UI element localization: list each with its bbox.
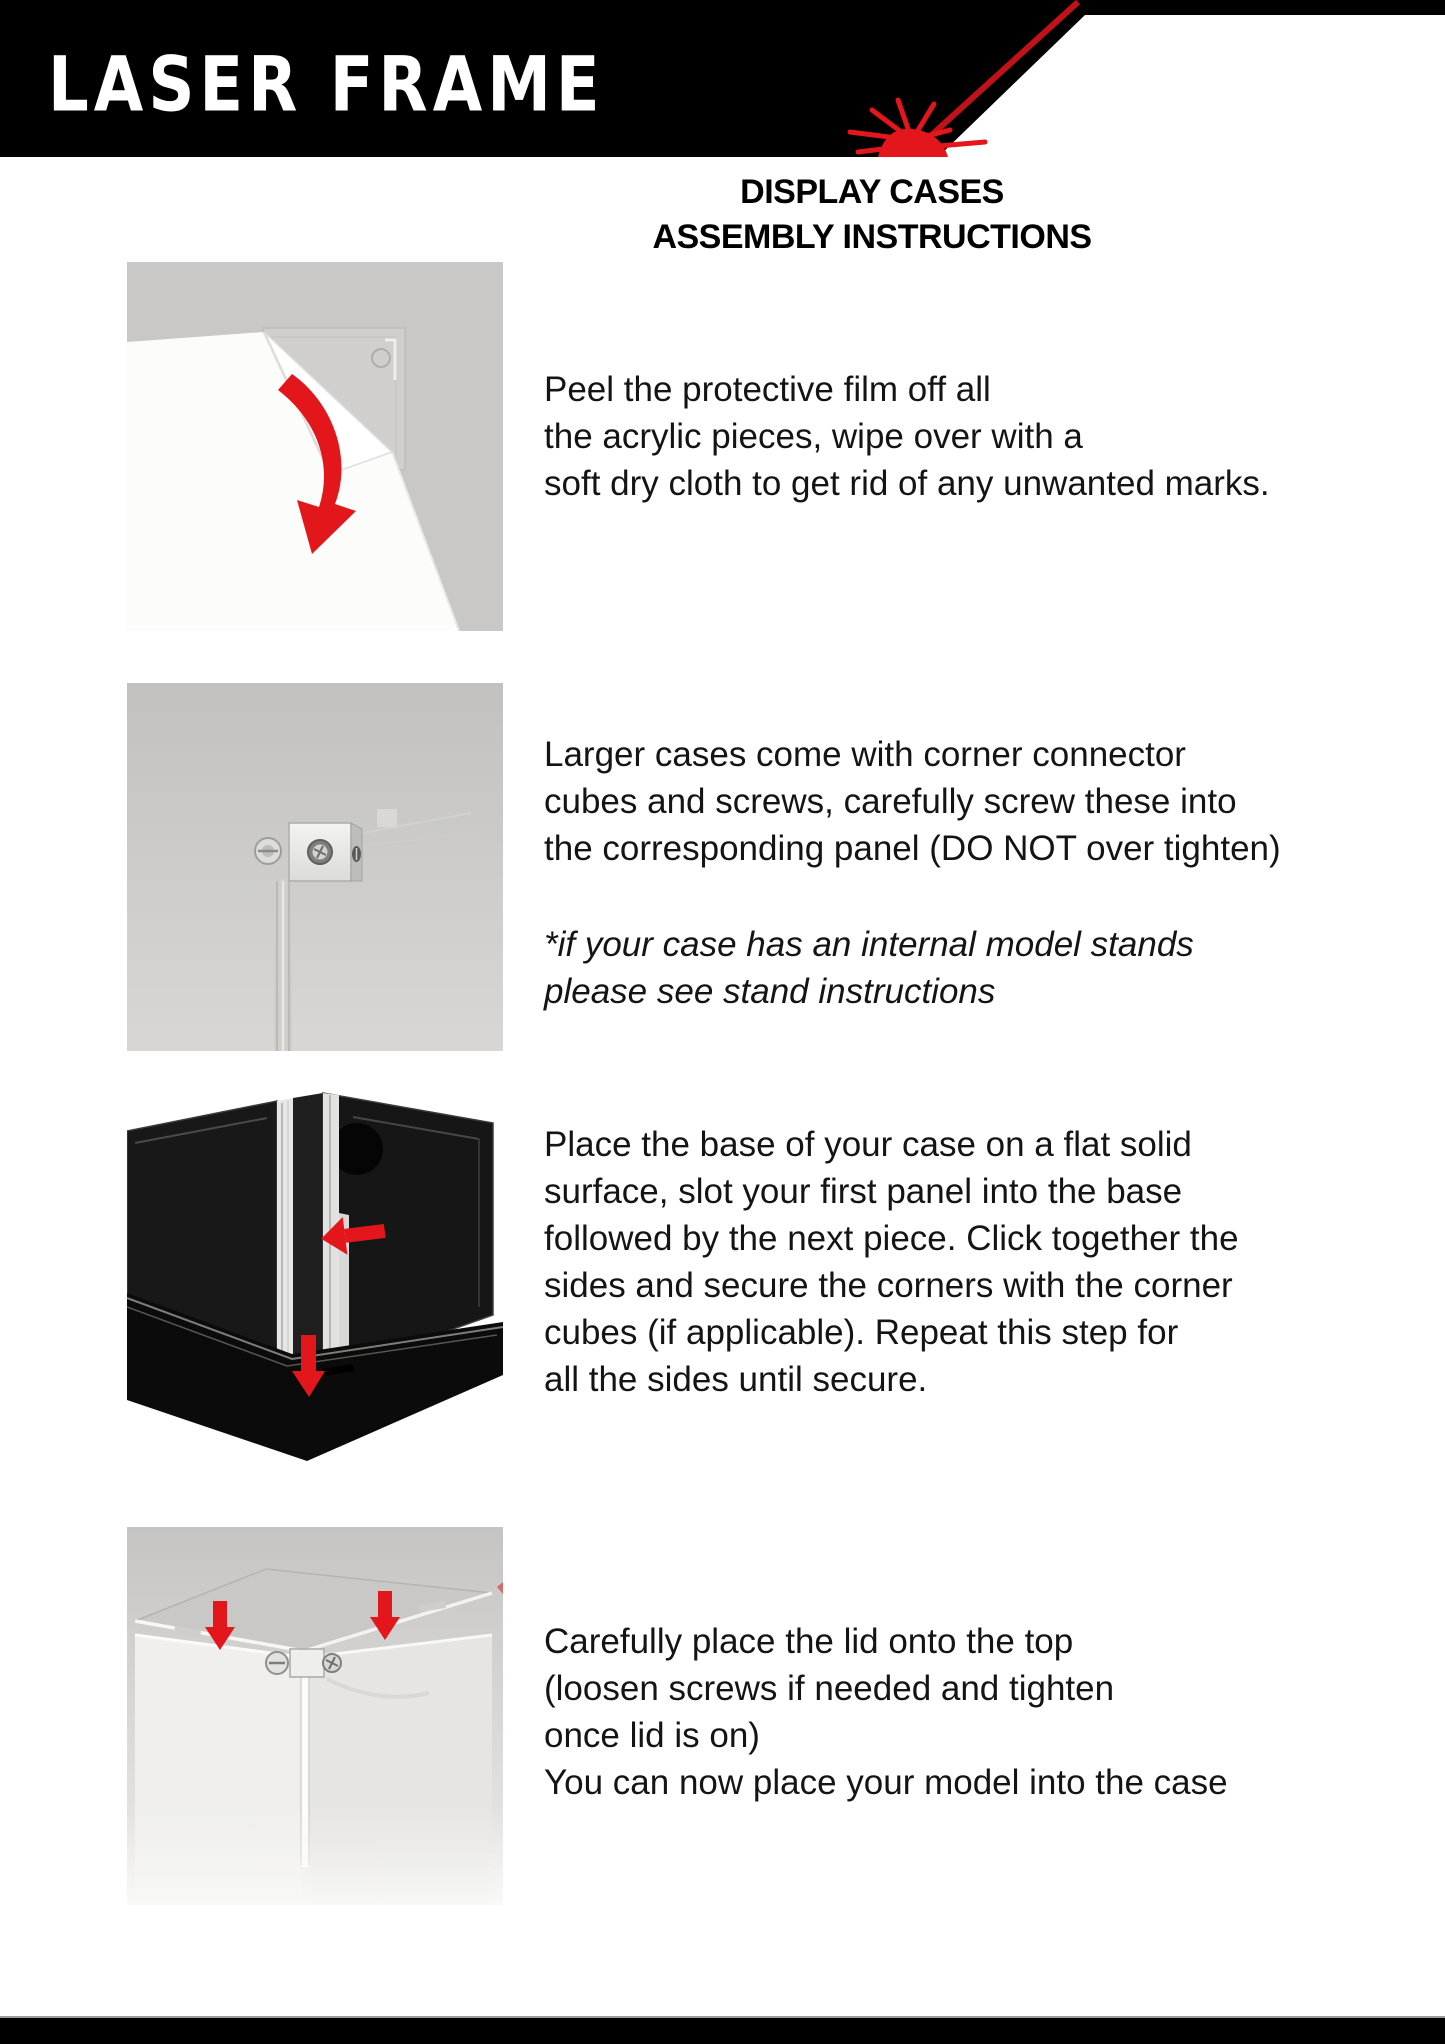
step4-line: Carefully place the lid onto the top [544,1622,1074,1661]
step2-note-line: *if your case has an internal model stands [544,925,1194,964]
step2-note-line: please see stand instructions [544,972,996,1011]
corner-cube-photo [127,683,503,1051]
step1-photo [127,262,503,631]
step2-line: the corresponding panel (DO NOT over tighten) [544,829,1281,868]
acrylic-panel-edge [274,879,292,1051]
step3-line: surface, slot your first panel into the base [544,1172,1183,1211]
step3-line: Place the base of your case on a flat solid [544,1125,1192,1164]
step4-line: once lid is on) [544,1716,760,1755]
page-title-line1: DISPLAY CASES [740,173,1004,211]
step3-text [544,1121,1239,1403]
step3-photo [127,1085,503,1463]
step2-photo [127,683,503,1051]
step2-note [544,921,1194,1015]
lid-placement-photo [127,1527,503,1905]
step3-line: cubes (if applicable). Repeat this step for [544,1313,1179,1352]
step3-line: all the sides until secure. [544,1360,928,1399]
base-assembly-photo [127,1085,503,1463]
footer-bar [0,2016,1445,2044]
step4-line: (loosen screws if needed and tighten [544,1669,1115,1708]
step4-text [544,1618,1228,1806]
page-title-line2: ASSEMBLY INSTRUCTIONS [652,218,1092,256]
step1-line: soft dry cloth to get rid of any unwanted marks. [544,464,1270,503]
logo: LASER FRAME [48,42,605,130]
step2-text [544,731,1281,872]
step4-line: You can now place your model into the case [544,1763,1228,1802]
corner-cube [289,823,362,881]
peel-film-photo [127,262,503,631]
step4-photo [127,1527,503,1905]
step2-line: cubes and screws, carefully screw these into [544,782,1237,821]
light-reflection [377,809,397,827]
step1-line: the acrylic pieces, wipe over with a [544,417,1083,456]
step3-line: followed by the next piece. Click together the [544,1219,1239,1258]
step1-line: Peel the protective film off all [544,370,991,409]
screw-icon [255,838,281,864]
step3-line: sides and secure the corners with the corner [544,1266,1233,1305]
step2-line: Larger cases come with corner connector [544,735,1186,774]
step1-text [544,366,1270,507]
page-title [540,170,1204,260]
